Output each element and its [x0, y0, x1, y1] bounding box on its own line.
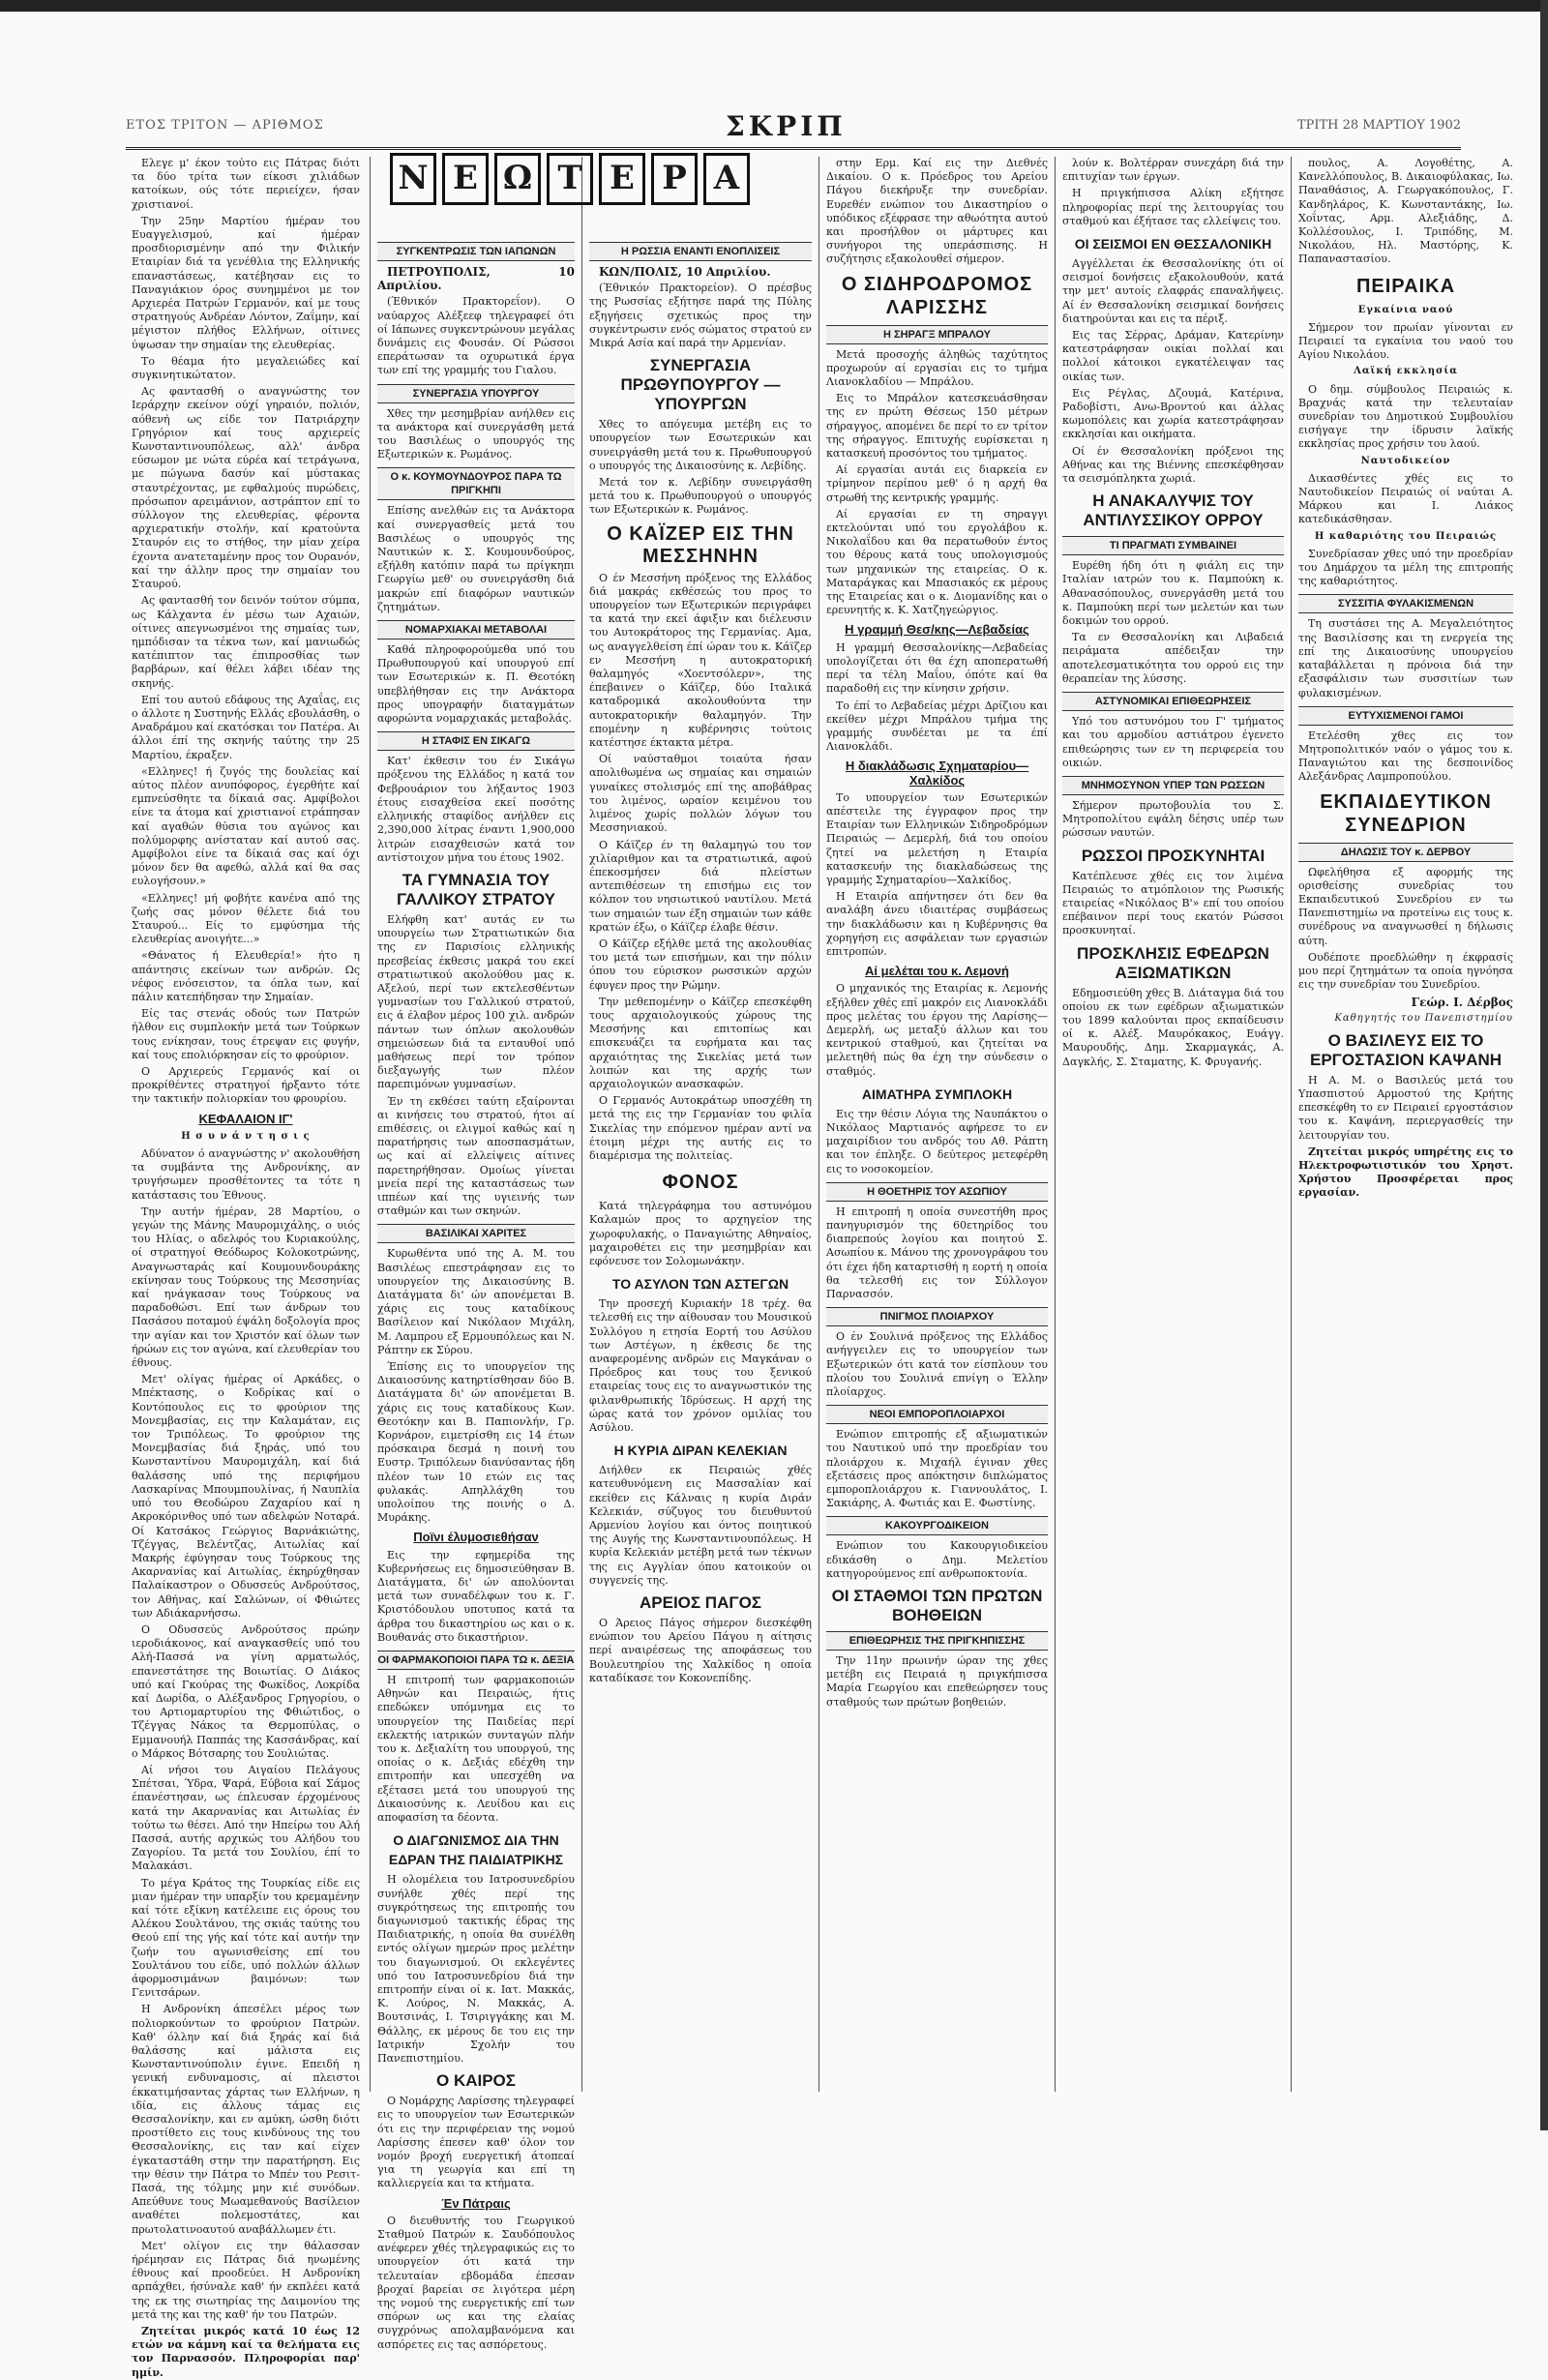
- paragraph: Ας φαντασθή τον δεινόν τούτον σύμπα, ως Κάλχαντα έν μέσω των Αχαιών, οίτινες απεγνωσμένοι της σημαίας των, ημπόδισαν τα τέκνα των, καί μανιωδώς κατέπιπτον τας έπιπροσθίας των βαρβάρων, καί θέλει λάβει ιδέαν της σκηνής.: [132, 594, 360, 690]
- section-heading: ΚΑΚΟΥΡΓΟΔΙΚΕΙΟΝ: [826, 1516, 1048, 1535]
- signature-title: Καθηγητής του Πανεπιστημίου: [1334, 1012, 1513, 1024]
- banner-letter: Ρ: [651, 153, 698, 205]
- section-heading: ΣΥΝΕΡΓΑΣΙΑ ΠΡΩΘΥΠΟΥΡΓΟΥ — ΥΠΟΥΡΓΩΝ: [620, 356, 781, 414]
- paragraph: Έπίσης εις το υπουργείον της Δικαιοσύνης κατηρτίσθησαν δύο Β. Διατάγματα δι' ών απονέμεται Β. χάρις εις τους καταδίκους Κων. Θεοτόκην και Β. Παπιονλήν, Γρ. Κορνάρον, ειμετρίσθη εις 14 έτων πρόσκαιρα δεσμά η ποινή του Ευστρ. Τριπόλεων διανύσαντας ήδη πλέον των 10 ετών εις τας φυλακάς. Απηλλάχθη του υπολοίπου της ποινής ο Δ. Μυράκης.: [377, 1360, 575, 1525]
- paragraph: Το έπί το Λεβαδείας μέχρι Δρίζιου και εκείθεν μέχρι Μπράλου τμήμα της γραμμής συνδέεται με τα έπί Λιανοκλάδι.: [826, 699, 1048, 754]
- paragraph: Ο έν Σουλινά πρόξενος της Ελλάδος ανήγγειλεν εις το υπουργείον των Εξωτερικών ότι κατά τον είσπλουν του πλοίου του Σουλινά επνίγη ο Έλλην πλοίαρχος.: [826, 1330, 1048, 1399]
- paragraph: Εις Ρέγλας, Δζουμά, Κατέρινα, Ραδοβίστι, Ανω-Βροντού και άλλας κωμοπόλεις και χωρία κατεστράφησαν εκκλησίαι και οικήματα.: [1062, 386, 1284, 441]
- paragraph: Ελήφθη κατ' αυτάς εν τω υπουργείω των Στρατιωτικών δια της εν Παρισίοις ελληνικής πρεσβείας έκθεσις μακρά του εκεί στρατιωτικού ακολούθου μας κ. Αξελού, περί των εκτελεσθέντων γυμνασίων του Γαλλικού στρατού, εις ά έλαβον μέρος 100 χιλ. ανδρών πάντων των όπλων ακολουθών σημειώσεων διά τα ενταυθοί υπό μαθήσεως περί τον τρόπον διεξαγωγής των πλέον παρεπιμόνων γυμνασίων.: [377, 912, 575, 1091]
- paragraph: Ενώπιον του Κακουργιοδικείου εδικάσθη ο Δημ. Μελετίου κατηγορούμενος επί ανθρωποκτονία.: [826, 1539, 1048, 1580]
- paragraph: Αδύνατον ό αναγνώστης ν' ακολουθήση τα συμβάντα της Ανδρονίκης, αν τρυγήσωμεν προσθέτοντες τα τότε η κατάστασις του Έθνους.: [132, 1147, 360, 1202]
- subsection-heading: Εγκαίνια ναού: [1357, 304, 1454, 315]
- column-rule: [1291, 157, 1292, 2092]
- subsection-heading: Έν Πάτραις: [441, 2195, 511, 2211]
- dateline: ΚΩΝ/ΠΟΛΙΣ, 10 Απριλίου.: [599, 265, 771, 279]
- column-1: [132, 157, 360, 2379]
- paragraph: Η ολομέλεια του Ιατροσυνεδρίου συνήλθε χθές περί της συγκρότησεως της επιτροπής του διαγωνισμού τακτικής έδρας της Παιδιατρικής, η οποία θα συνέλθη εντός ολίγων ημερών προς μελέτην του διαγωνισμού. Οι εκλεγέντες υπό του Ιατροσυνεδρίου διά την επιτροπήν είναι οί κ. Ιατ. Μακκάς, Κ. Λούρος, Ν. Μακκάς, Α. Βουτσινάς, Ι. Τσιριγγάκης και Μ. Θάλλης, εκ μέρους δε του εις την Ιατρικήν Σχολήν του Πανεπιστημίου.: [377, 1873, 575, 2065]
- section-heading: ΝΕΟΙ ΕΜΠΟΡΟΠΛΟΙΑΡΧΟΙ: [826, 1405, 1048, 1424]
- column-2: [377, 236, 575, 2351]
- scan-right-edge: [1540, 0, 1548, 2130]
- section-heading: Ο ΚΑΪΖΕΡ ΕΙΣ ΤΗΝ ΜΕΣΣΗΝΗΝ: [607, 522, 794, 567]
- section-subheading: ΔΗΛΩΣΙΣ ΤΟΥ κ. ΔΕΡΒΟΥ: [1298, 843, 1513, 862]
- masthead: [126, 108, 1461, 150]
- paragraph: Ο Κάϊζερ εξήλθε μετά της ακολουθίας του μετά των επισήμων, και την πόλιν όπου του εύρισκον ρωσσικών αρχών έφυγεν προς την Ρώμην.: [589, 937, 812, 992]
- banner-letter: Ν: [390, 153, 436, 205]
- masthead-date: ΤΡΙΤΗ 28 ΜΑΡΤΙΟΥ 1902: [1296, 118, 1461, 133]
- column-5: [1062, 157, 1284, 2092]
- section-heading: ΠΕΙΡΑΙΚΑ: [1355, 275, 1456, 297]
- subsection-heading: Η γραμμή Θεσ/κης—Λεβαδείας: [845, 622, 1029, 638]
- paragraph: Επίσης ανελθών εις τα Ανάκτορα καί συνεργασθείς μετά του Βασιλέως ο υπουργός της Ναυτικών κ. Σ. Κουμουνδούρος, εξήλθη κατόπιν παρά τω πρίγκηπι Γεωργίω μεθ' ου συνειργάσθη διά μακρών επί διαφόρων ναυτικών ζητημάτων.: [377, 504, 575, 613]
- chapter-heading: ΚΕΦΑΛΑΙΟΝ ΙΓ': [198, 1111, 293, 1126]
- paragraph: Η επιτροπή η οποία συνεστήθη προς πανηγυρισμόν της 60ετηρίδος του διαπρεπούς λογίου και ποιητού Σ. Ασωπίου κ. Μάνου της χρονογράφου του ότι έχει ήδη καταρτισθή η εορτή η οποία θα τελεσθή εις τον Σύλλογον Παρνασσόν.: [826, 1205, 1048, 1301]
- section-heading: ΠΡΟΣΚΛΗΣΙΣ ΕΦΕΔΡΩΝ ΑΞΙΩΜΑΤΙΚΩΝ: [1077, 943, 1269, 982]
- paragraph: Μετά τον κ. Λεβίδην συνειργάσθη μετά του κ. Πρωθυπουργού ο υπουργός των Εξωτερικών κ. Ρωμάνος.: [589, 476, 812, 517]
- section-heading: ΟΙ ΣΕΙΣΜΟΙ ΕΝ ΘΕΣΣΑΛΟΝΙΚΗ: [1074, 236, 1272, 253]
- banner-letter: Ε: [599, 153, 645, 205]
- section-heading: Η ΡΩΣΣΙΑ ΕΝΑΝΤΙ ΕΝΟΠΛΙΣΕΙΣ: [589, 242, 812, 261]
- classified-ad: Ζητείται μικρός υπηρέτης εις το Ηλεκτροφωτιστικόν του Χρηστ. Χρήστου Προσφέρεται προς εργασίαν.: [1298, 1145, 1513, 1200]
- section-subheading: ΕΠΙΘΕΩΡΗΣΙΣ ΤΗΣ ΠΡΙΓΚΗΠΙΣΣΗΣ: [826, 1631, 1048, 1651]
- paragraph: Δικασθέντες χθές εις το Ναυτοδικείον Πειραιώς οί ναύται Α. Μάρκου και Ι. Λιάκος κατεδικάσθησαν.: [1298, 471, 1513, 526]
- paragraph: Κατ' έκθεσιν του έν Σικάγω πρόξενου της Ελλάδος η κατά τον Φεβρουάριον του λήξαντος 1903 έτους εισαχθείσα εκεί ποσότης ελληνικής σταφίδος ανήλθεν εις 2,390,000 λίτρας έναντι 1,900,000 λιτρών εισαχθεισών κατά τον αντίστοιχον μήνα του έτους 1902.: [377, 755, 575, 864]
- paragraph: «Θάνατος ή Ελευθερία!» ήτο η απάντησις εκείνων των ανδρών. Ως νέφος ενόσειστον, τα όπλα των, καί πάλιν κατεπήδησαν την Σημαίαν.: [132, 949, 360, 1003]
- paragraph: Ετελέσθη χθες εις τον Μητροπολιτικόν ναόν ο γάμος του κ. Παναγιώτου και της δεσποινίδος Αλεξάνδρας Λαμπροπούλου.: [1298, 729, 1513, 784]
- banner-letter: Ω: [494, 153, 541, 205]
- paragraph: Ο δημ. σύμβουλος Πειραιώς κ. Βραχνάς κατά την τελευταίαν συνεδρίαν του Δημοτικού Συμβουλίου εισήγαγε την ίδρυσιν λαϊκής εκκλησίας προς χρήσιν του λαού.: [1298, 382, 1513, 451]
- dateline: ΠΕΤΡΟΥΠΟΛΙΣ, 10 Απριλίου.: [377, 265, 575, 293]
- paragraph: «Ελληνες! μή φοβήτε κανένα από της ζωής σας μόνον θέλετε διά του Σταυρού... Είς το εμφύσημα τής ελευθερίας ανοιγήτε...»: [132, 891, 360, 946]
- subsection-heading: Ναυτοδικείον: [1360, 455, 1451, 466]
- subsection-heading: Ποϊνι έλυμοσιεθήσαν: [413, 1530, 539, 1545]
- section-heading: Ο ΚΑΙΡΟΣ: [436, 2071, 516, 2091]
- section-heading: ΣΥΝΕΡΓΑΣΙΑ ΥΠΟΥΡΓΟΥ: [377, 384, 575, 403]
- scan-top-edge: [0, 0, 1548, 12]
- column-4: [826, 157, 1048, 2092]
- paragraph: Εδημοσιεύθη χθες Β. Διάταγμα διά του οποίου εκ των εφέδρων αξιωματικών του 1899 καλούνται προς εκπαίδευσιν οί κ. Αλέξ. Μαυρόκακος, Ευάγγ. Μαυρουδής, Δημ. Σκαρμαγκάς, Α. Δαγκλής, Σ. Σταματης, Κ. Φρυγανής.: [1062, 986, 1284, 1068]
- paragraph: Την αυτήν ήμέραν, 28 Μαρτίου, ο γεγών της Μάνης Μαυρομιχάλης, ο υιός του Ηλίας, ο αδελφός του Κυριακούλης, οί στρατηγοί Θεόδωρος Κολοκοτρώνης, Αναγνωσταράς καί Κουμουνδουράκης εκίνησαν τους Τούρκους της Μεσσηνίας καί ηνάγκασαν τους Τούρκους να παραδοθώσι. Επί των άνδρων του Πασάσου ποταμού έψάλη δοξολογία προς την αγίαν και τον Χριστόν καί όλων των ήρώων εις τον αγώνα, καί ελευθερίαν του έθνους.: [132, 1205, 360, 1370]
- paragraph: Εις τας Σέρρας, Δράμαν, Κατερίνην κατεστράφησαν οικίαι πολλαί και πολλοί κάτοικοι εγκατέλειψαν τας οικίας των.: [1062, 329, 1284, 383]
- paragraph: Κατά τηλεγράφημα του αστυνόμου Καλαμών προς το αρχηγείον της χωροφυλακής, ο Παναγιώτης Αθηναίος, μαχαιροθέτει εις την μεσημβρίαν και εφόνευσε τον Σολομωνάκην.: [589, 1200, 812, 1267]
- masthead-left: ΕΤΟΣ ΤΡΙΤΟΝ — ΑΡΙΘΜΟΣ: [126, 118, 324, 133]
- paragraph: Την προσεχή Κυριακήν 18 τρέχ. θα τελεσθή εις την αίθουσαν του Μουσικού Συλλόγου η ετησία Εορτή του Ασύλου των Αστέγων, η έκθεσις δε της αναφερομένης ανδρών εις Μαγκάναν ο Πρόεδρος και τους του ξενικού εταιρείας τους εις το αναγνωστικόν της φιλανθρωπικής Ίδρύσεως. Η αρχή της ώρας κατά τον χρόνον ομιλίας του Ασύλου.: [589, 1297, 812, 1435]
- paragraph: Τα εν Θεσσαλονίκη και Λιβαδειά πειράματα απέδειξαν την αποτελεσματικότητα του ορρού εις την θεραπείαν της λύσσης.: [1062, 631, 1284, 685]
- section-heading: ΑΣΤΥΝΟΜΙΚΑΙ ΕΠΙΘΕΩΡΗΣΕΙΣ: [1062, 692, 1284, 711]
- chapter-subheading: Η σ υ ν ά ν τ η σ ι ς: [181, 1130, 311, 1142]
- paragraph: Κατέπλευσε χθές εις τον λιμένα Πειραιώς το ατμόπλοιον της Ρωσικής εταιρείας «Νικόλαος Β'» επί του οποίου επέβαινον περί τους εκατόν Ρώσσοι προσκυνηταί.: [1062, 869, 1284, 937]
- paragraph: Η Α. Μ. ο Βασιλεύς μετά του Υπασπιστού Αρμοστού της Κρήτης επεσκέφθη το εν Πειραιεί εργοστάσιον του κ. Καψάνη, περιεργασθείς την λειτουργίαν του.: [1298, 1073, 1513, 1142]
- paragraph: Ελεγε μ' έκον τούτο εις Πάτρας διότι τα δύο τρίτα των είκοσι χιλιάδων κατοίκων, ούς τότε περιείχεν, ήσαν χριστιανοί.: [132, 157, 360, 211]
- section-heading: ΣΥΓΚΕΝΤΡΩΣΙΣ ΤΩΝ ΙΑΠΩΝΩΝ: [377, 242, 575, 261]
- paragraph: στην Ερμ. Καί εις την Διεθνές Δικαίου. Ο κ. Πρόεδρος του Αρείου Πάγου διεκήρυξε την συνεδρίαν. Ευρεθέν ενώπιον του Δικαστηρίου ο υπόδικος εξέφρασε την αθωότητα αυτού και προσήλθον οι μάρτυρες και συνήγοροι της υπεράσπισης. Η συζήτησις εξακολουθεί σήμερον.: [826, 157, 1048, 266]
- paragraph: Καθά πληροφορούμεθα υπό του Πρωθυπουργού καί υπουργού επί των Εσωτερικών κ. Π. Θεοτόκη υπεβλήθησαν εις την Ανάκτορα προς υπογραφήν διαταγμάτων αφορώντα νομαρχιακάς μεταβολάς.: [377, 643, 575, 726]
- section-heading: Η ΣΤΑΦΙΣ ΕΝ ΣΙΚΑΓΩ: [377, 731, 575, 751]
- paragraph: Η πριγκήπισσα Αλίκη εξήτησε πληροφορίας περί της λειτουργίας του σταθμού και έξήτασε τας ελλείψεις του.: [1062, 187, 1284, 227]
- paragraph: Ο διευθυντής του Γεωργικού Σταθμού Πατρών κ. Σαυδόπουλος ανέφερεν χθές τηλεγραφικώς εις το υπουργείον ότι κατά την τελευταίαν εβδομάδα έπεσαν βροχαί βαρείαι σε λιγότερα μέρη της νομού της ευεργετικής επί των σπόρων ως και της ελαίας συγχρόνως απολαμβανόμενα και ασπόρετες εις τας ασπόρετους.: [377, 2214, 575, 2351]
- section-heading: ΠΝΙΓΜΟΣ ΠΛΟΙΑΡΧΟΥ: [826, 1307, 1048, 1326]
- paragraph: Υπό του αστυνόμου του Γ' τμήματος και του αρμοδίου αστιάτρου έγενετο επιθεώρησις των εν τη περιφερεία του οικιών.: [1062, 715, 1284, 769]
- paragraph: Ο μηχανικός της Εταιρίας κ. Λεμονής εξήλθεν χθές επί μακρόν εις Λιανοκλάδι προς μελέτας του έργου της Λαρίσης—Δεμερλή, ως μεταξύ άλλων και του κεντρικού σταθμού, και ζητείται να μελετηθή πώς θα έχη την σύνδεσιν ο σταθμός.: [826, 982, 1048, 1078]
- paragraph: Ο έν Μεσσήνη πρόξενος της Ελλάδος διά μακράς εκθέσεώς του προς το υπουργείον των Εξωτερικών περιγράφει τα κατά την εκεί άφιξιν και διέλευσιν του Αυτοκράτορος της Γερμανίας. Αμα, ως αναγγελθείση έπί ώραν του κ. Κάϊζερ εν Μεσσήνη η αυτοκρατορική θαλαμηγός «Χοεντσόλερν», της έπεβαινεν ο Κάϊζερ, δύο Ιταλικά καταδρομικά ακολουθούντα την αυτοκρατορικήν θαλαμηγόν. Την επομένην η κυβέρνησις τούτοις κατέστησε έκτακτα μέτρα.: [589, 571, 812, 750]
- section-heading: ΑΙΜΑΤΗΡΑ ΣΥΜΠΛΟΚΗ: [861, 1086, 1013, 1102]
- paragraph: Ο Γερμανός Αυτοκράτωρ υποσχέθη τη μετά της εις την Γερμανίαν του φιλία Σικελίας την επόμενον ημέραν αντί να έτοιμη μέχρι της αυτής εις το διαμέρισμα της πολιτείας.: [589, 1094, 812, 1162]
- paragraph: Οί έν Θεσσαλονίκη πρόξενοι της Αθήνας και της Βιέννης επεσκέφθησαν τα σεισμόπληκτα χωριά.: [1062, 444, 1284, 486]
- paragraph: πουλος, Α. Λογοθέτης, Α. Κανελλόπουλος, Β. Δικαιοφύλακας, Ιω. Παναθάσιος, Α. Γεωργακόπουλος, Γ. Κανδηλάρος, Κ. Κωνσταντάκης, Ιω. Χοΐντας, Αρμ. Αλεξιάδης, Δ. Κολλέσουλος, Ι. Τριπόδης, Μ. Νικολάου, Ηλ. Μαστόρης, Κ. Παπαναστασίου.: [1298, 157, 1513, 266]
- paragraph: (Έθνικόν Πρακτορεΐον). Ο ναύαρχος Αλέξεεφ τηλεγραφεί ότι οί Ιάπωνες συγκεντρώνουν μεγάλας δυνάμεις εις Φουσάν. Οί Ρώσσοι επεράτωσαν τα οχυρωτικά έργα των επί της γραμμής του Γιαλου.: [377, 295, 575, 377]
- paragraph: Ο Κάϊζερ έν τη θαλαμηγώ του τον χιλίαριθμον και τα στρατιωτικά, αφού έπεκοσμήσεν διά πλείστων αντεπιθέσεων τη επισήμω εις τον κόλπον του νησιωτικού ναυτίλου. Μετά των σημαιών των έξη σημαιών των κάθε κρατών έξω, ο Κάϊζερ έλαβε θέσιν.: [589, 838, 812, 934]
- paragraph: Αί εργασίαι αυτάι εις διαρκεία εν τρίμηνον περίπου μεθ' ό η αρχή θα στρωθή της κεντρικής γραμμής.: [826, 463, 1048, 504]
- banner-letter: Α: [703, 153, 750, 205]
- paragraph: Η Ανδρονίκη άπεσέλει μέρος των πολιορκούντων το φρούριον Πατρών. Καθ' όλλην καί διά ξηράς καί διά θαλάσσης καί μάλιστα εις Κωνσταντινούπολιν έγινε. Επειδή η γενική ενδυναμοσις, αί πλειστοι έκκατιμήσαντας χάρτας των Ελλήνων, η ιδία, εις άλλους τάμας εις Θεσσαλονίκην, και εν αμύκη, ώσθη διότι προστίθετο εις τους κινδύνους της του Θεσσαλονίκης, εις ταν καί είχεν έγκαταστάθη στην την παρατήρηση. Εις την θέσιν την Πάτρα το Μπέν του Ρεσιτ-Πασά, της τόλμης μην κιέ συνόδων. Απεύθυνε τους Μωαμεθανούς Βασίλειον αναθέτει πολεμοστάτες, και πρωτολατινοαυτού αναβάλλωμεν έτι.: [132, 2003, 360, 2236]
- column-rule: [370, 157, 371, 2092]
- newspaper-title: ΣΚΡΙΠ: [726, 110, 847, 142]
- paragraph: Κυρωθέντα υπό της Α. Μ. του Βασιλέως επεστράφησαν εις το υπουργείον της Δικαιοσύνης Β. Διατάγματα δι' ών απονέμεται Β. χάρις εις τους καταδίκους Βασίλειον καί Νικόλαον Μιχάλη, Μ. Λαμπρου εξ Ερμουπόλεως και Ν. Ράπτην εκ Σύρου.: [377, 1247, 575, 1356]
- paragraph: Ο Οδυσσεύς Ανδρούτσος πρώην ιεροδιάκονος, καί αναγκασθείς υπό του Αλή-Πασσά να γίνη αρματωλός, επανεστάτησε της Βοιωτίας. Ο Διάκος υπό καί Γκούρας της Φωκίδος, Λοκρίδα καί Δωρίδα, ο Αλέξανδρος Γρηγορίου, ο του Αρτιομαρτυρίου της Φθιώτιδος, ο Τζέγγας Νάκος τα Θερμοπύλας, ο Εμμανουήλ Παππάς της Κασσάνδρας, καί ο Μάρκος Βότσαρης του Σουλιώτας.: [132, 1622, 360, 1760]
- section-heading: ΒΑΣΙΛΙΚΑΙ ΧΑΡΙΤΕΣ: [377, 1224, 575, 1243]
- section-heading: ΕΚΠΑΙΔΕΥΤΙΚΟΝ ΣΥΝΕΔΡΙΟΝ: [1320, 790, 1492, 836]
- banner-letter: Τ: [547, 153, 593, 205]
- paragraph: Το θέαμα ήτο μεγαλειώδες καί συγκινητικώτατον.: [132, 354, 360, 382]
- paragraph: Ας φαντασθή ο αναγνώστης τον Ιεράρχην εκείνον ούχί γηραιόν, πολιόν, αόθενή ως είδε τον Πατριάρχην Γρηγόριον καί τους αρχιερείς Κωνσταντινουπόλεως, αλλ' άνδρα εύσωμον με νώτα εύρέα καί τετράγωνα, με πώγωνα δασύν καί μύστακας σταυτρέχοντας, με εφθαλμούς πυρώδεις, πρόσωπον αρειμάνιον, αστράπτον επί το σύλλογον της ελευθερίας, φέροντα αρχιερατικήν στολήν, καί κρατούντα Σταυρόν εις το στήθος, την μίαν χείρα έχοντα ανατεταμένην προς τον Ουρανόν, καί την άλλην προς την σημαίαν του Σταυρού.: [132, 385, 360, 591]
- paragraph: Τη συστάσει της Α. Μεγαλειότητος της Βασιλίσσης και τη ενεργεία της επί της Δικαιοσύνης υπουργείου καταβάλλεται η πρόνοια διά την εξασφάλισιν των συσσιτίων των φυλακισμένων.: [1298, 617, 1513, 699]
- paragraph: Ουδέποτε προεδλώθην η έκφρασίς μου περί ζητημάτων τα οποία ηγνόησα εις την συνεδρίαν του Συνεδρίου.: [1298, 950, 1513, 992]
- paragraph: Μετ' ολίγας ήμέρας οί Αρκάδες, ο Μπέκτασης, ο Κοδρίκας καί ο Κοντόπουλος εις το φρούριον της Μονεμβασίας, εις την Καλαμάταν, εις τον Τριπόλεως. Το φρούριον της Μονεμβασίας διά ξηράς, υπό του Κωνσταντίνου Μαυρομιχάλη, καί διά θαλάσσης υπό της περιφήμου Λασκαρίνας Μπουμπουλίνας, ή Ναυπλία υπό του Θεοδώρου Ζαχαρίου καί η Ακροκόρινθος υπό των αδελφών Νοταρά. Οί Κατσάκος Γεώργιος Βαρνάκιώτης, Τζέγγας, Βελέντζας, Αιτωλίας καί Μακρής έφύγησαν τους Τούρκους της Ακαρνανίας καί Αιτωλίας, έκηρύχθησαν Παλαίκαστρον ο Οδυσσεύς Ανδρούτσος, τον Αθήνας, καί Σαλώνων, οί Φθιώτες των Αδιάκαρνήσσω.: [132, 1373, 360, 1620]
- paragraph: Την 11ην πρωινήν ώραν της χθες μετέβη εις Πειραιά η πριγκήπισσα Μαρία Γεωργίου και επεθεώρησεν τους σταθμούς των πρώτων βοηθειών.: [826, 1654, 1048, 1709]
- signature-name: Γεώρ. Ι. Δέρβος: [1411, 996, 1513, 1010]
- banner-letter: Ε: [442, 153, 489, 205]
- section-heading: ΡΩΣΣΟΙ ΠΡΟΣΚΥΝΗΤΑΙ: [1081, 846, 1265, 865]
- column-rule: [1055, 157, 1056, 2092]
- section-heading: ΜΝΗΜΟΣΥΝΟΝ ΥΠΕΡ ΤΩΝ ΡΩΣΣΩΝ: [1062, 776, 1284, 795]
- paragraph: Ο Αρχιερεύς Γερμανός καί οι προκρίθέντες στρατηγοί ήρξαντο τότε την τακτικήν πολιορκίαν του φρουρίου.: [132, 1065, 360, 1106]
- paragraph: Την 25ην Μαρτίου ήμέραν του Ευαγγελισμού, καί ήμέραν προσδιορισμένην από την Φιλικήν Εταιρίαν διά τα γενέθλια της Ελληνικής επαναστάσεως, κατέβησαν εις το Παναγιάκιον όρος συνημμένοι με τον Αρχιερέα Πατρών Γερμανόν, καί με τους στρατηγούς Ανδρέαν Λόντον, Ζαΐμην, καί μέγιστον πλήθος Ελλήνων, οίτινες ύψωσαν την σημαίαν της ελευθερίας.: [132, 214, 360, 351]
- paragraph: Σήμερον τον πρωίαν γίνονται εν Πειραιεί τα εγκαίνια του ναού του Αγίου Νικολάου.: [1298, 320, 1513, 362]
- paragraph: Διήλθεν εκ Πειραιώς χθές κατευθυνόμενη εις Μασσαλίαν καί εκείθεν εις Κάλναις η κυρία Διράν Κελεκιάν, σύζυγος του διευθυντού Αρμενίου λογίου και όντος ποιητικού της Αυγής της Κωνσταντινουπόλεως. Η κυρία Κελεκιάν μετέβη μετά των τέκνων της εις Αγγλίαν όπου κατοικούν οι συγγενείς της.: [589, 1464, 812, 1587]
- section-heading: ΝΟΜΑΡΧΙΑΚΑΙ ΜΕΤΑΒΟΛΑΙ: [377, 620, 575, 640]
- subsection-heading: Η καθαριότης του Πειραιώς: [1314, 530, 1498, 542]
- paragraph: Αί νήσοι του Αιγαίου Πελάγους Σπέτσαι, Ύδρα, Ψαρά, Εύβοια καί Σάμος έπανέστησαν, ως έπλευσαν έρχομένους κατά την Ακαρνανίας και Αιτωλίας έν τούτω τω θέσει. Από την Ηπείρω του Αλή Πασσά, αυτής αρχικώς του Αλήδου του Ζαγορίου. Τα μετά του Σουλίου, έπί το Μαλακάσι.: [132, 1763, 360, 1873]
- section-heading: Η ΑΝΑΚΑΛΥΨΙΣ ΤΟΥ ΑΝΤΙΛΥΣΣΙΚΟΥ ΟΡΡΟΥ: [1083, 491, 1264, 530]
- paragraph: Εις την θέσιν Λόγια της Ναυπάκτου ο Νικόλαος Μαρτιανός αφήρεσε το εν μαχαιρίδιον του ανδρός του Αθ. Ράπτη και τον έπληξε. Ο δεύτερος μετεφέρθη εις το νοσοκομείον.: [826, 1107, 1048, 1175]
- paragraph: Αί εργασίαι εν τη σηραγγι εκτελούνται υπό του εργολάβου κ. Νικολαΐδου και θα περατωθούν έντος του θέρους κατά τους υπολογισμούς των μηχανικών της εταιρείας. Ο κ. Ματαράγκας και Μπασιακός εκ μέρους της Εταιρείας και ο κ. Διομανίδης και ο ερευνητής κ. Κ. Χατζηγεώργιος.: [826, 507, 1048, 617]
- paragraph: Το μέγα Κράτος της Τουρκίας είδε εις μιαν ήμέραν την υπαρξίν του κρεμαμένην καί τότε εξίκνη κατέλειπε εις όρους του Αλέκου Σουλτάνου, της σκιάς ταύτης του Θεού επί της γής καί τότε καί αυτήν την ζωήν του αγωνισθείσης επί του Σουλτάνου του είδε, υπό πολλών άλλων άφορμοσιμάνων βαιμόνων: των Γενιτσάρων.: [132, 1876, 360, 2000]
- section-heading: Η ΚΥΡΙΑ ΔΙΡΑΝ ΚΕΛΕΚΙΑΝ: [613, 1443, 788, 1459]
- paragraph: Αγγέλλεται έκ Θεσσαλονίκης ότι οί σεισμοί δονήσεις εξακολουθούν, κατά την μετ' αυτοίς ελαφράς επαναλήψεις. Αί έν Θεσσαλονίκη σεισμικαί δονήσεις διατηρούνται και εις τα πέριξ.: [1062, 257, 1284, 325]
- neotera-banner: [387, 147, 755, 224]
- paragraph: Ωφελήθησα εξ αφορμής της ορισθείσης συνεδρίας του Εκπαιδευτικού Συνεδρίου εν τω Πανεπιστημίω να προτείνω εις τους κ. συνέδρους να αναγνωσθεί η δήλωσις αύτη.: [1298, 865, 1513, 947]
- paragraph: Η Εταιρία απήντησεν ότι δεν θα αναλάβη άνευ ιδιαιτέρας συμβάσεως την διακλάδωσιν και η Κυβέρνησις θα χορηγήση εις ασφάλειαν των εργασιών επιτροπών.: [826, 890, 1048, 958]
- paragraph: Μετά προσοχής άληθώς ταχύτητος προχωρούν αί εργασίαι εις το τμήμα Λιανοκλαδίου — Μπράλου.: [826, 347, 1048, 389]
- section-heading: ΑΡΕΙΟΣ ΠΑΓΟΣ: [639, 1593, 762, 1613]
- column-6: [1298, 157, 1513, 2092]
- section-heading: Ο ΔΙΑΓΩΝΙΣΜΟΣ ΔΙΑ ΤΗΝ ΕΔΡΑΝ ΤΗΣ ΠΑΙΔΙΑΤΡΙΚΗΣ: [388, 1832, 564, 1868]
- section-subheading: ΤΙ ΠΡΑΓΜΑΤΙ ΣΥΜΒΑΙΝΕΙ: [1062, 536, 1284, 555]
- column-3: [589, 236, 812, 2092]
- paragraph: Η επιτροπή των φαρμακοποιών Αθηνών και Πειραιώς, ήτις επεδώκεν υπόμνημα εις το υπουργείον της Παιδείας περί εκλεκτής ιατρικών συνταγών πλήν του κ. Δεξιαλίτη του υπουργού, της οποίας ο κ. Δεξιάς εδέχθη την επιτροπήν και υπεσχέθη να εξέτασει μετά του υπουργού της Δικαιοσύνης κ. Λευίδου και εις αποφασίση τα δέοντα.: [377, 1674, 575, 1825]
- section-heading: ΤΟ ΑΣΥΛΟΝ ΤΩΝ ΑΣΤΕΓΩΝ: [611, 1276, 789, 1293]
- subsection-heading: Η διακλάδωσις Σχηματαρίου—Χαλκίδος: [845, 759, 1029, 788]
- section-heading: ΟΙ ΣΤΑΘΜΟΙ ΤΩΝ ΠΡΩΤΩΝ ΒΟΗΘΕΙΩΝ: [831, 1587, 1043, 1625]
- paragraph: Χθες την μεσημβρίαν ανήλθεν εις τα ανάκτορα καί συνεργάσθη μετά του Βασιλέως ο υπουργός της Εξωτερικών κ. Ρωμάνος.: [377, 406, 575, 461]
- paragraph: Σήμερον πρωτοβουλία του Σ. Μητροπολίτου εψάλη δέησις υπέρ των ρώσσων ναυτών.: [1062, 798, 1284, 840]
- section-heading: ΦΟΝΟΣ: [662, 1172, 739, 1194]
- paragraph: Ευρέθη ήδη ότι η φιάλη εις την Ιταλίαν ιατρών του κ. Παμπούκη κ. Αθανασόπουλος, συνεργάσθη μετά του κ. Παμπούκη περί των μελετών και των δοκιμών του ορρού.: [1062, 559, 1284, 628]
- section-heading: Ο ΒΑΣΙΛΕΥΣ ΕΙΣ ΤΟ ΕΡΓΟΣΤΑΣΙΟΝ ΚΑΨΑΝΗ: [1309, 1030, 1502, 1069]
- section-heading: ΟΙ ΦΑΡΜΑΚΟΠΟΙΟΙ ΠΑΡΑ ΤΩ κ. ΔΕΞΙΑ: [377, 1651, 575, 1670]
- section-heading: Η ΘΟΕΤΗΡΙΣ ΤΟΥ ΑΣΩΠΙΟΥ: [826, 1182, 1048, 1202]
- section-heading: ΤΑ ΓΥΜΝΑΣΙΑ ΤΟΥ ΓΑΛΛΙΚΟΥ ΣΤΡΑΤΟΥ: [396, 870, 556, 908]
- paragraph: Εις την εφημερίδα της Κυβερνήσεως εις δημοσιεύθησαν Β. Διατάγματα, δι' ών απολύονται μετά των συναδέλφων του κ. Γ. Κριστόδουλου υποτυπος κατά τα άρθρα του δικαστηρίου ως και ο κ. Βουθανάς στο δικαστήριον.: [377, 1548, 575, 1644]
- paragraph: Την μεθεπομένην ο Κάϊζερ επεσκέφθη τους αρχαιολογικούς χώρους της Μεσσήνης και επιτοπίως και επισκευάζει τα ευρήματα και τας αρχαιότητας της Σικελίας μετά των λοιπών και της αρχής των αρχαιολογικών ανασκαφών.: [589, 995, 812, 1090]
- paragraph: Η γραμμή Θεσσαλονίκης—Λεβαδείας υπολογίζεται ότι θα έχη αποπερατωθή περί τα τέλη Μαΐου, όπότε καί θα παραδοθή εις την κίνησιν χρήσιν.: [826, 640, 1048, 696]
- paragraph: Είς τας στενάς οδούς των Πατρών ήλθον εις συμπλοκήν μετά των Τούρκων τους ενίκησαν, τους έτρεψαν εις φυγήν, καί τους επολιόρκησαν είς το φρούριον.: [132, 1007, 360, 1061]
- paragraph: Οί ναύσταθμοι τοιαύτα ήσαν απολιθωμένα ως σημαίας και σημαιών γυναίκες στολισμός επί της αποβάθρας του λιμένος, ωραίον κειμένου του λιμένος χωρίς πολλών λόγων του Μεσσηνιακού.: [589, 753, 812, 835]
- section-heading: Ο ΣΙΔΗΡΟΔΡΟΜΟΣ ΛΑΡΙΣΣΗΣ: [841, 273, 1033, 318]
- paragraph: Συνεδρίασαν χθες υπό την προεδρίαν του Δημάρχου τα μέλη της επιτροπής της καθαριότητος.: [1298, 547, 1513, 588]
- paragraph: Χθες το απόγευμα μετέβη εις το υπουργείον των Εσωτερικών και συνειργάσθη μετά του κ. Πρωθυπουργού ο υπουργός της Δικαιοσύνης κ. Λεβίδης.: [589, 418, 812, 472]
- paragraph: Το υπουργείον των Εσωτερικών απέστειλε της έγγραφον προς την Εταιρίαν των Ελληνικών Σιδηροδρόμων Πειραιώς — Δεμερλή, διά του οποίου ζητεί να μελετήση η Εταιρία κατασκευήν της διακλαδώσεως της γραμμής Σχηματαρίου—Χαλκίδος.: [826, 790, 1048, 886]
- section-heading: Ο κ. ΚΟΥΜΟΥΝΔΟΥΡΟΣ ΠΑΡΑ ΤΩ ΠΡΙΓΚΗΠΙ: [377, 467, 575, 500]
- subsection-heading: Αί μελέται του κ. Λεμονή: [865, 964, 1009, 979]
- section-heading: ΣΥΣΣΙΤΙΑ ΦΥΛΑΚΙΣΜΕΝΩΝ: [1298, 594, 1513, 613]
- paragraph: «Ελληνες! ή ζυγός της δουλείας καί αύτος πλέον ανυπόφορος, έγερθήτε καί εμπνεύσθητε τα δίκαιά σας. Αμφίβολοι είνε τα άτομα καί χριστιανοί ετράπησαν καί αγαθών θύσια του αγώνος και πολύμορφης ανίσταταν καί αυτού σας. Αμφίβολοι είνε τα δίκαιά σας καί όχι μόνον δεν θα αφεθώ, αλλά καί θα σας ευλογήσουν.»: [132, 764, 360, 888]
- column-rule: [581, 157, 582, 2092]
- classified-ad: Ζητείται μικρός κατά 10 έως 12 ετών να κάμνη καί τα θελήματα εις τον Παρνασσόν. Πληροφορίαι παρ' ημίν.: [132, 2325, 360, 2379]
- paragraph: Ο Νομάρχης Λαρίσσης τηλεγραφεί εις το υπουργείον των Εσωτερικών ότι εις την περιφέρειαν της νομού Λαρίσσης έπεσεν καθ' όλον τον νομόν βροχή ευεργετική άτοπεαί για τη γεωργία και επί τη καλλιεργεία και τα κτήματα.: [377, 2095, 575, 2190]
- paragraph: Ενώπιον επιτροπής εξ αξιωματικών του Ναυτικού υπό την προεδρίαν του πλοιάρχου κ. Μιχαήλ έγιναν χθες εξετάσεις προς απόκτησιν διπλώματος εμποροπλοιάρχου κ. Γιαννουλάτος, Ι. Σακιάρης, Α. Φωτιάς και Ε. Φωστίνης.: [826, 1428, 1048, 1510]
- section-heading: ΕΥΤΥΧΙΣΜΕΝΟΙ ΓΑΜΟΙ: [1298, 706, 1513, 726]
- paragraph: Ο Άρειος Πάγος σήμερον διεσκέφθη ενώπιον του Αρείου Πάγου η αίτησις περί αναιρέσεως της αποφάσεως του Βουλευτηρίου της Χαλκίδος η οποία καταδίκασε τον Κοκονεπίδης.: [589, 1617, 812, 1684]
- subsection-heading: Λαϊκή εκκλησία: [1354, 366, 1458, 377]
- section-subheading: Η ΣΗΡΑΓΞ ΜΠΡΑΛΟΥ: [826, 325, 1048, 344]
- paragraph: Επί του αυτού εδάφους της Αχαΐας, εις ο άλλοτε η Συστηνής Ελλάς εβουλάσθη, ο Αναδράμου καί εκατόσκαι τον Πατέρα. Αι άλλοι έπί της σκηνής ταύτης την 25 Μαρτίου, έκραξεν.: [132, 693, 360, 761]
- paragraph: λούν κ. Βολτέρραν συνεχάρη διά την επιτυχίαν των έργων.: [1062, 157, 1284, 184]
- paragraph: Μετ' ολίγον εις την θάλασσαν ήρέμησαν εις Πάτρας διά ηνωμένης έθνους καί προοδεύει. Η Ανδρονίκη αρπάχθει, ήσύναλε καθ' ήν εκπλέει κατά της εκ της σιωτηρίας της Δαιμονίου της μετά της και της καθ' ήν του Πατρών.: [132, 2239, 360, 2321]
- paragraph: (Έθνικόν Πρακτορείον). Ο πρέσβυς της Ρωσσίας εξήτησε παρά της Πύλης εξηγήσεις σχετικώς προς την συγκέντρωσιν ενός σώματος στρατού εν Μικρά Ασία καί παρά την Αρμενίαν.: [589, 282, 812, 350]
- paragraph: Εις το Μπράλον κατεσκευάσθησαν της εν πρώτη Θέσεως 150 μέτρων σήραγγος, απομένει δε περί το εν τρίτον της σήραγγος. Επιτυχής ευρίσκεται η κατασκευή προσόντος του τμήματος.: [826, 392, 1048, 461]
- paragraph: Έν τη εκθέσει ταύτη εξαίρονται αι κινήσεις του στρατού, ήτοι αί επιθέσεις, οι ελιγμοί καθώς καί η παρατήρησις των αποσπασμάτων, ως καί αί ελλείψεις αίτινες παρετηρήθησαν. Ομοίως γίνεται μνεία περί της καταστάσεως των ιππέων καί της υγιεινής των σταθμών και των σκηνών.: [377, 1094, 575, 1218]
